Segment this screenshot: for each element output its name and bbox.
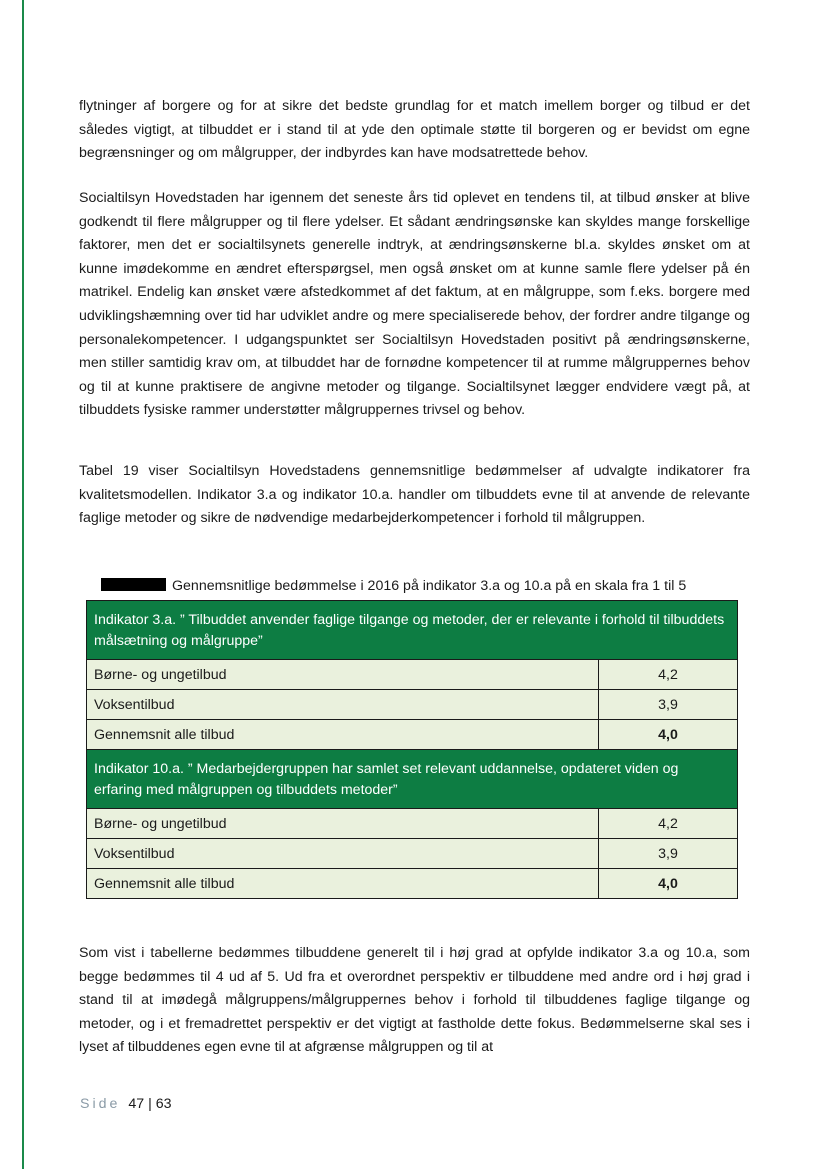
table-row xyxy=(87,809,738,839)
page-number xyxy=(80,1096,172,1112)
left-margin-rule xyxy=(22,0,24,1169)
table-row xyxy=(87,839,738,869)
indicator-score-table xyxy=(86,600,738,899)
section-header-indicator-3a: Indikator 3.a. ” Tilbuddet anvender faglige tilgange og metoder, der er relevante i forhold til tilbuddets målsætning og målgruppe” xyxy=(87,601,738,660)
row-label: Børne- og ungetilbud xyxy=(87,660,599,690)
row-label: Gennemsnit alle tilbud xyxy=(87,869,599,899)
table-row-average xyxy=(87,720,738,750)
redacted-table-number xyxy=(101,578,166,591)
table-row xyxy=(87,660,738,690)
row-label: Børne- og ungetilbud xyxy=(87,809,599,839)
page-separator: | xyxy=(148,1096,152,1112)
section-header-row xyxy=(87,601,738,660)
table-caption-text: Gennemsnitlige bedømmelse i 2016 på indikator 3.a og 10.a på en skala fra 1 til 5 xyxy=(172,578,687,594)
paragraph-3: Tabel 19 viser Socialtilsyn Hovedstadens gennemsnitlige bedømmelser af udvalgte indikatorer fra kvalitetsmodellen. Indikator 3.a og indikator 10.a. handler om tilbuddets evne til at anvende de relevante faglige metoder og sikre de nødvendige medarbejderkompetencer i forhold til målgruppen. xyxy=(79,463,750,527)
row-value-average: 4,0 xyxy=(599,720,738,750)
row-value: 3,9 xyxy=(599,690,738,720)
current-page: 47 xyxy=(128,1096,145,1112)
table-row-average xyxy=(87,869,738,899)
page-side-label: Side xyxy=(80,1096,121,1112)
total-pages: 63 xyxy=(155,1096,172,1112)
row-value: 4,2 xyxy=(599,660,738,690)
row-value: 3,9 xyxy=(599,839,738,869)
paragraph-4: Som vist i tabellerne bedømmes tilbuddene generelt til i høj grad at opfylde indikator 3.a og 10.a, som begge bedømmes til 4 ud af 5. Ud fra et overordnet perspektiv er tilbuddene med andre ord i høj grad i stand til at imødegå målgruppens/målgruppernes behov i forhold til tilbuddenes faglige tilgange og metoder, og i et fremadrettet perspektiv er det vigtigt at fastholde dette fokus. Bedømmelserne skal ses i lyset af tilbuddenes egen evne til at afgrænse målgruppen og til at xyxy=(79,945,750,1056)
table-caption xyxy=(101,576,751,596)
section-header-row xyxy=(87,750,738,809)
row-label: Gennemsnit alle tilbud xyxy=(87,720,599,750)
row-value: 4,2 xyxy=(599,809,738,839)
row-label: Voksentilbud xyxy=(87,690,599,720)
paragraph-1: flytninger af borgere og for at sikre det bedste grundlag for et match imellem borger og tilbud er det således vigtigt, at tilbuddet er i stand til at yde den optimale støtte til borgeren og er bevidst om egne begrænsninger og om målgrupper, der indbyrdes kan have modsatrettede behov. xyxy=(79,98,750,162)
section-header-indicator-10a: Indikator 10.a. ” Medarbejdergruppen har samlet set relevant uddannelse, opdateret viden og erfaring med målgruppen og tilbuddets metoder” xyxy=(87,750,738,809)
paragraph-2: Socialtilsyn Hovedstaden har igennem det seneste års tid oplevet en tendens til, at tilbud ønsker at blive godkendt til flere målgrupper og til flere ydelser. Et sådant ændringsønske kan skyldes mange forskellige faktorer, men det er socialtilsynets generelle indtryk, at ændringsønskerne bl.a. skyldes ønsket om at kunne imødekomme en ændret efterspørgsel, men også ønsket om at kunne samle flere ydelser på én matrikel. Endelig kan ønsket være afstedkommet af det faktum, at en målgruppe, som f.eks. borgere med udviklingshæmning over tid har udviklet andre og mere specialiserede behov, der fordrer andre tilgange og personalekompetencer. I udgangspunktet ser Socialtilsyn Hovedstaden positivt på ændringsønskerne, men stiller samtidig krav om, at tilbuddet har de fornødne kompetencer til at rumme målgruppernes behov og til at kunne praktisere de angivne metoder og tilgange. Socialtilsynet lægger endvidere vægt på, at tilbuddets fysiske rammer understøtter målgruppernes trivsel og behov. xyxy=(79,190,750,419)
row-label: Voksentilbud xyxy=(87,839,599,869)
table-row xyxy=(87,690,738,720)
row-value-average: 4,0 xyxy=(599,869,738,899)
